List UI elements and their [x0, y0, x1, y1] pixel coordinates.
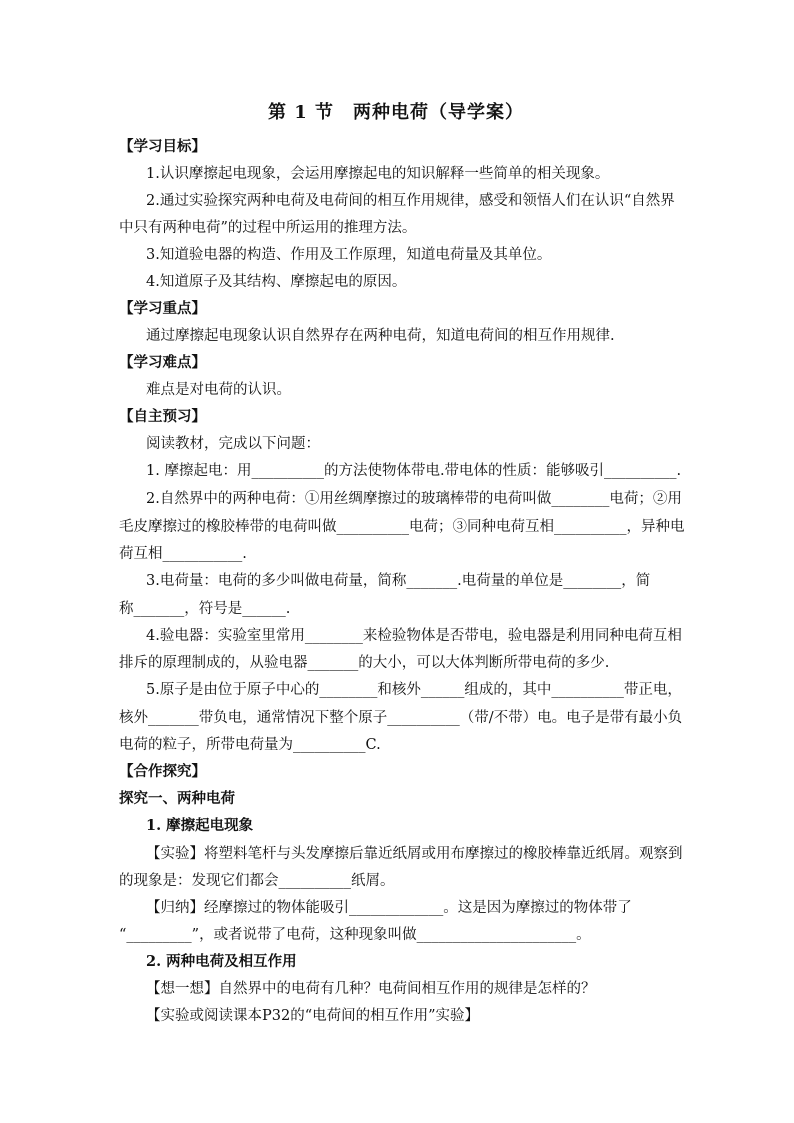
subsection-two-charges-heading: 2. 两种电荷及相互作用 [146, 953, 297, 970]
page-title: 第 1 节 两种电荷（导学案） [267, 102, 525, 123]
preview-q3: 3.电荷量：电荷的多少叫做电荷量，简称_______.电荷量的单位是________，简 [146, 573, 651, 589]
summary-text: 【归纳】经摩擦过的物体能吸引_____________。这是因为摩擦过的物体带了 [146, 900, 632, 916]
preview-q5-cont: 核外_______带负电，通常情况下整个原子__________（带/不带）电。电子是带有最小负 [119, 710, 683, 726]
section-heading-cooperation: 【合作探究】 [119, 763, 206, 780]
think-question: 【想一想】自然界中的电荷有几种？电荷间相互作用的规律是怎样的？ [146, 981, 596, 997]
summary-text-cont: “_________”，或者说带了电荷，这种现象叫做______________________。 [119, 927, 591, 943]
subsection-friction-heading: 1. 摩擦起电现象 [146, 817, 254, 834]
section-heading-goals: 【学习目标】 [119, 138, 206, 155]
goal-item-2: 2.通过实验探究两种电荷及电荷间的相互作用规律，感受和领悟人们在认识“自然界 [146, 193, 675, 209]
preview-q5: 5.原子是由位于原子中心的________和核外______组成的，其中__________带正电， [146, 682, 682, 698]
goal-item-4: 4.知道原子及其结构、摩擦起电的原因。 [146, 274, 407, 290]
experiment-reference: 【实验或阅读课本P32的“电荷间的相互作用”实验】 [146, 1008, 480, 1024]
section-heading-key-points: 【学习重点】 [119, 300, 206, 317]
preview-q2-cont: 毛皮摩擦过的橡胶棒带的电荷叫做__________电荷；③同种电荷互相__________，异种电 [119, 519, 685, 535]
section-heading-preview: 【自主预习】 [119, 408, 206, 425]
inquiry-one-heading: 探究一、两种电荷 [119, 790, 235, 807]
difficulty-text: 难点是对电荷的认识。 [146, 382, 291, 398]
experiment-text-cont: 的现象是：发现它们都会__________纸屑。 [119, 873, 395, 889]
preview-q4: 4.验电器：实验室里常用________来检验物体是否带电，验电器是利用同种电荷互相 [146, 628, 682, 644]
preview-q4-cont: 排斥的原理制成的，从验电器_______的大小，可以大体判断所带电荷的多少. [119, 655, 610, 671]
preview-q1: 1. 摩擦起电：用__________的方法使物体带电.带电体的性质：能够吸引__________. [146, 463, 682, 479]
experiment-text: 【实验】将塑料笔杆与头发摩擦后靠近纸屑或用布摩擦过的橡胶棒靠近纸屑。观察到 [146, 846, 683, 862]
goal-item-2-cont: 中只有两种电荷”的过程中所运用的推理方法。 [119, 220, 417, 236]
goal-item-3: 3.知道验电器的构造、作用及工作原理，知道电荷量及其单位。 [146, 247, 552, 263]
preview-q2: 2.自然界中的两种电荷：①用丝绸摩擦过的玻璃棒带的电荷叫做________电荷；②用 [146, 491, 682, 507]
preview-q5-cont2: 电荷的粒子，所带电荷量为__________C. [119, 737, 381, 753]
section-heading-difficulty: 【学习难点】 [119, 354, 206, 371]
preview-q3-cont: 称_______，符号是______. [119, 601, 291, 617]
preview-intro: 阅读教材，完成以下问题： [146, 436, 320, 452]
preview-q2-cont2: 荷互相___________. [119, 546, 247, 562]
key-point-text: 通过摩擦起电现象认识自然界存在两种电荷，知道电荷间的相互作用规律. [146, 328, 615, 344]
goal-item-1: 1.认识摩擦起电现象，会运用摩擦起电的知识解释一些简单的相关现象。 [146, 166, 610, 182]
